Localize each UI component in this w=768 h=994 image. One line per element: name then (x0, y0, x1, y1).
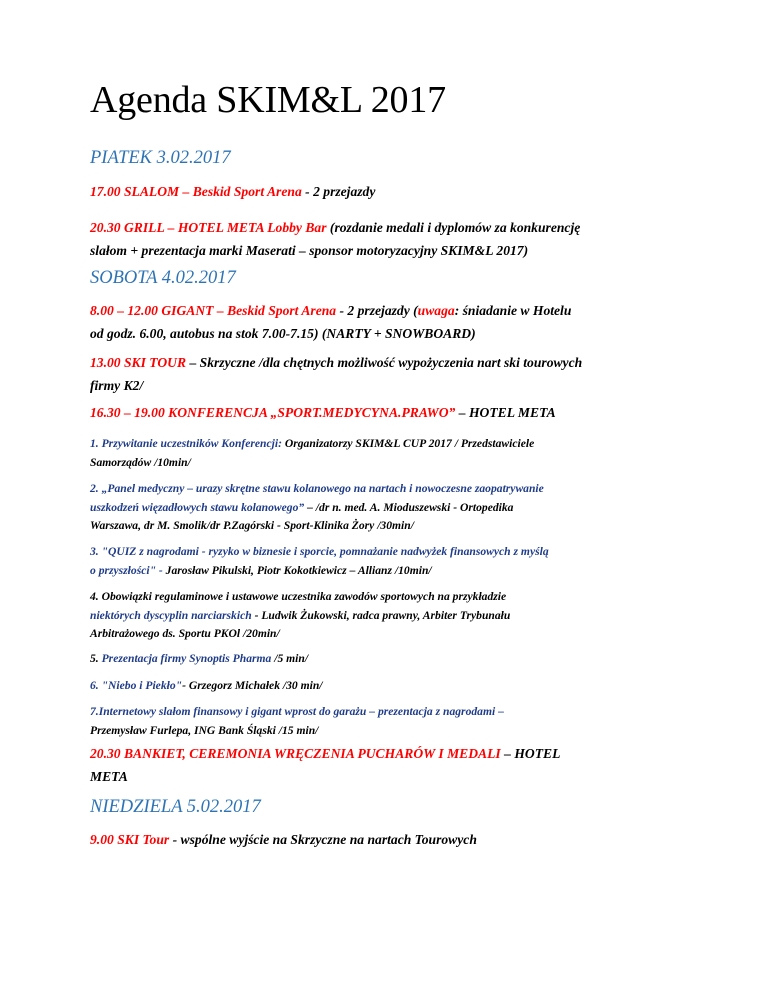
event-detail: (rozdanie medali i dyplomów za konkurencję (326, 220, 581, 235)
event-detail: : śniadanie w Hotelu (454, 303, 572, 318)
item-speakers: Samorządów /10min/ (90, 455, 191, 469)
item-topic: uszkodzeń więzadłowych stawu kolanowego” (90, 500, 305, 514)
item-topic: 6. "Niebo i Piekło" (90, 679, 183, 692)
item-speakers: Jarosław Pikulski, Piotr Kokotkiewicz – Allianz /10min/ (162, 563, 432, 577)
event-title: 20.30 BANKIET, CEREMONIA WRĘCZENIA PUCHARÓW I MEDALI (90, 746, 501, 761)
item-speakers: Arbitrażowego ds. Sportu PKOl /20min/ (90, 627, 280, 640)
agenda-item-sunday-skitour (90, 828, 663, 851)
item-topic: o przyszłości" - (90, 563, 163, 577)
agenda-item-grill (90, 216, 663, 262)
item-topic: 2. „Panel medyczny – urazy skrętne stawu kolanowego na nartach i nowoczesne zaopatrywanie (90, 482, 544, 495)
note-label: uwaga (417, 303, 455, 318)
event-detail: slałom + prezentacja marki Maserati – sponsor motoryzacyjny SKIM&L 2017) (90, 243, 529, 258)
conference-item-2 (90, 480, 663, 536)
item-duration: /5 min/ (271, 652, 309, 665)
event-title: 17.00 SLALOM – Beskid Sport Arena (90, 184, 302, 199)
event-detail: – HOTEL META (455, 405, 556, 420)
event-title: 13.00 SKI TOUR (90, 355, 187, 370)
conference-item-5 (90, 650, 663, 669)
item-speakers: - Grzegorz Michałek /30 min/ (182, 679, 323, 692)
conference-item-3 (90, 543, 663, 580)
item-speakers: – /dr n. med. A. Mioduszewski - Ortopedika (304, 500, 514, 514)
agenda-item-conference (90, 401, 663, 424)
item-topic: 1. Przywitanie uczestników Konferencji: (90, 437, 282, 450)
item-speakers: Przemysław Furlepa, ING Bank Śląski /15 min/ (90, 723, 319, 737)
item-topic: niektórych dyscyplin narciarskich (90, 608, 252, 622)
conference-item-6 (90, 677, 663, 696)
event-detail: - 2 przejazdy (301, 184, 376, 199)
event-detail: firmy K2/ (90, 378, 144, 393)
event-title: 16.30 – 19.00 KONFERENCJA „SPORT.MEDYCYNA.PRAWO” (90, 405, 456, 420)
agenda-item-slalom (90, 180, 663, 203)
conference-item-4 (90, 588, 663, 644)
event-detail: od godz. 6.00, autobus na stok 7.00-7.15) (NARTY + SNOWBOARD) (90, 326, 476, 341)
item-speakers: Warszawa, dr M. Smolik/dr P.Zagórski - Sport-Klinika Żory /30min/ (90, 519, 414, 532)
event-title: 20.30 GRILL – HOTEL META Lobby Bar (90, 220, 327, 235)
event-detail: – HOTEL (500, 746, 561, 761)
event-detail: - wspólne wyjście na Skrzyczne na nartach Tourowych (169, 832, 477, 847)
agenda-item-gigant (90, 299, 663, 345)
event-title: 9.00 SKI Tour (90, 832, 170, 847)
agenda-item-banquet (90, 742, 663, 788)
event-detail: - 2 przejazdy ( (336, 303, 418, 318)
item-topic: 3. "QUIZ z nagrodami - ryzyko w biznesie i sporcie, pomnażanie nadwyżek finansowych z myślą (90, 545, 549, 558)
day-heading-sunday: NIEDZIELA 5.02.2017 (90, 797, 261, 817)
event-detail: – Skrzyczne /dla chętnych możliwość wypożyczenia nart ski tourowych (186, 355, 583, 370)
event-detail: META (90, 769, 128, 784)
item-topic: 4. Obowiązki regulaminowe i ustawowe uczestnika zawodów sportowych na przykładzie (90, 590, 507, 603)
event-title: 8.00 – 12.00 GIGANT – Beskid Sport Arena (90, 303, 337, 318)
conference-item-1 (90, 435, 663, 472)
item-topic: 7.Internetowy slałom finansowy i gigant wprost do garażu – prezentacja z nagrodami – (90, 705, 504, 718)
item-number: 5. (90, 652, 102, 665)
day-heading-saturday: SOBOTA 4.02.2017 (90, 268, 236, 288)
item-speakers: Organizatorzy SKIM&L CUP 2017 / Przedstawiciele (281, 437, 535, 450)
agenda-item-skitour (90, 351, 663, 397)
page-title: Agenda SKIM&L 2017 (90, 79, 446, 121)
item-topic: Prezentacja firmy Synoptis Pharma (101, 652, 272, 665)
item-speakers: - Ludwik Żukowski, radca prawny, Arbiter Trybunału (251, 608, 511, 622)
day-heading-friday: PIATEK 3.02.2017 (90, 148, 231, 168)
conference-item-7 (90, 703, 663, 740)
